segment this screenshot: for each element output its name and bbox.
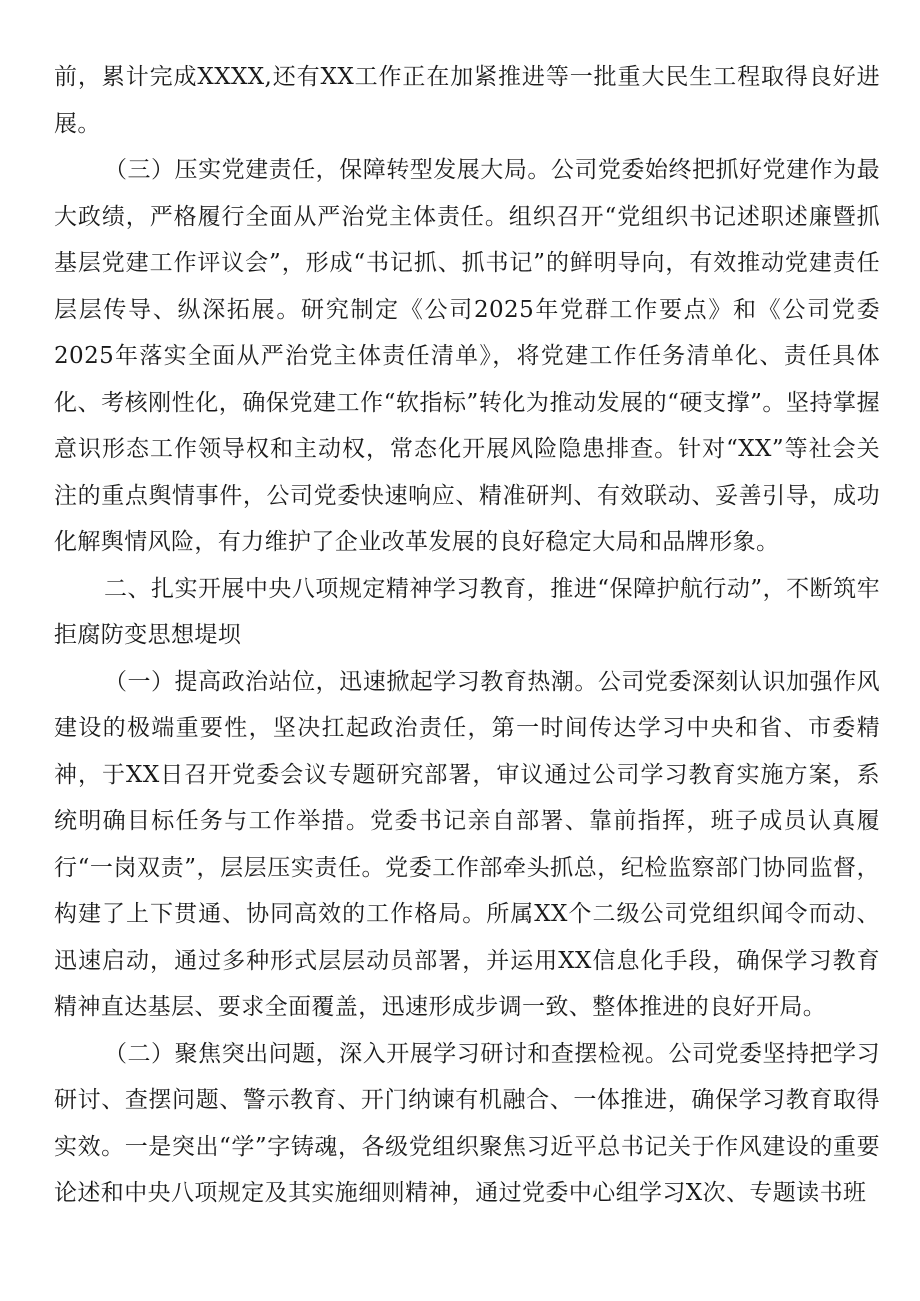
paragraph-focus-problems: （二）聚焦突出问题，深入开展学习研讨和查摆检视。公司党委坚持把学习研讨、查摆问题、警示教育、开门纳谏有机融合、一体推进，确保学习教育取得实效。一是突出“学”字铸魂，各级党组织聚焦习近平总书记关于作风建设的重要论述和中央八项规定及其实施细则精神，通过党委中心组学习X次、专题读书班: [54, 1040, 880, 1206]
paragraph-continuation: 前，累计完成XXXX,还有XX工作正在加紧推进等一批重大民生工程取得良好进展。: [54, 64, 880, 137]
paragraph-political-standing: （一）提高政治站位，迅速掀起学习教育热潮。公司党委深刻认识加强作风建设的极端重要性，坚决扛起政治责任，第一时间传达学习中央和省、市委精神，于XX日召开党委会议专题研究部署，审议通过公司学习教育实施方案，系统明确目标任务与工作举措。党委书记亲自部署、靠前指挥，班子成员认真履行“一岗双责”，层层压实责任。党委工作部牵头抓总，纪检监察部门协同监督，构建了上下贯通、协同高效的工作格局。所属XX个二级公司党组织闻令而动、迅速启动，通过多种形式层层动员部署，并运用XX信息化手段，确保学习教育精神直达基层、要求全面覆盖，迅速形成步调一致、整体推进的良好开局。: [54, 668, 880, 1020]
paragraph-party-building-responsibility: （三）压实党建责任，保障转型发展大局。公司党委始终把抓好党建作为最大政绩，严格履行全面从严治党主体责任。组织召开“党组织书记述职述廉暨抓基层党建工作评议会”，形成“书记抓、抓书记”的鲜明导向，有效推动党建责任层层传导、纵深拓展。研究制定《公司2025年党群工作要点》和《公司党委2025年落实全面从严治党主体责任清单》，将党建工作任务清单化、责任具体化、考核刚性化，确保党建工作“软指标”转化为推动发展的“硬支撑”。坚持掌握意识形态工作领导权和主动权，常态化开展风险隐患排查。针对“XX”等社会关注的重点舆情事件，公司党委快速响应、精准研判、有效联动、妥善引导，成功化解舆情风险，有力维护了企业改革发展的良好稳定大局和品牌形象。: [54, 157, 880, 555]
section-heading-two: 二、扎实开展中央八项规定精神学习教育，推进“保障护航行动”，不断筑牢拒腐防变思想堤坝: [54, 575, 880, 648]
document-body: [54, 54, 880, 1217]
